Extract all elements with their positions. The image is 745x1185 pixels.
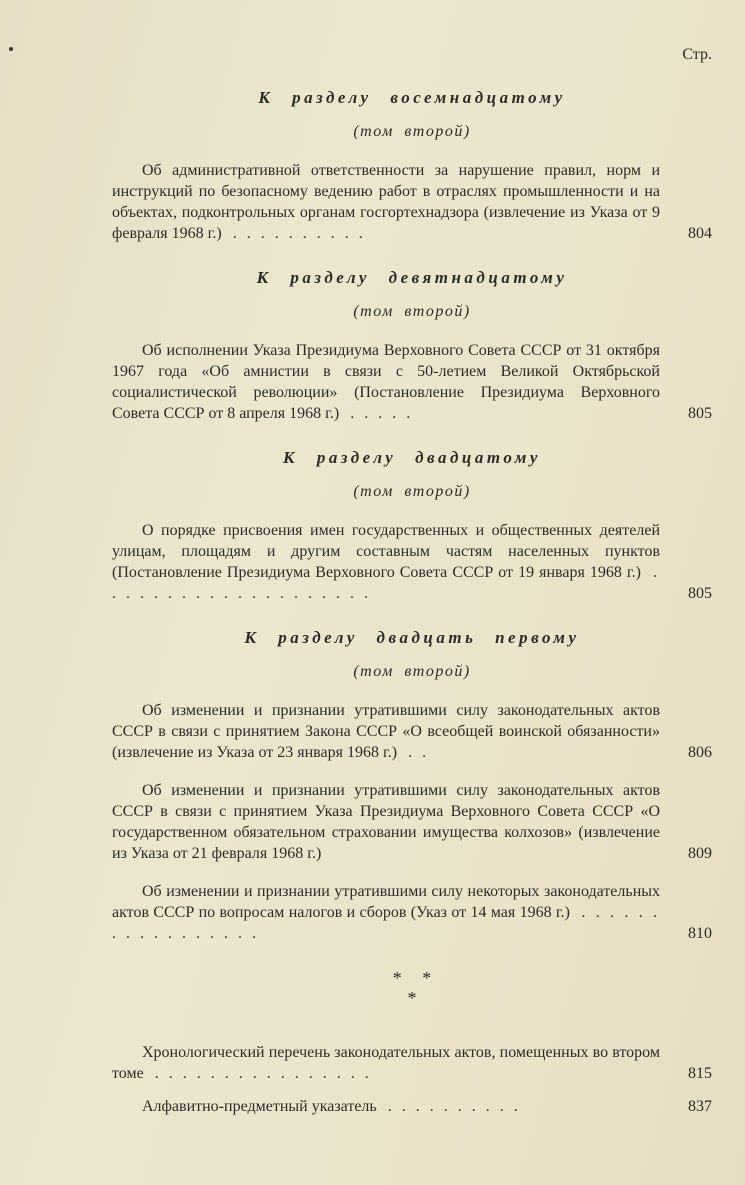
- scan-artifact: [9, 47, 13, 51]
- section-subtitle: (том второй): [353, 303, 471, 320]
- star-divider-bottom: *: [407, 988, 417, 1008]
- section-heading: К разделу восемнадцатому: [258, 88, 566, 107]
- section-subtitle: (том второй): [353, 663, 471, 680]
- toc-entry: [112, 1096, 712, 1117]
- entry-text: Об административной ответственности за нарушение правил, норм и инструкций по безопасному ведению работ в отраслях промышленности и на объектах, подконтрольных органам госгортехнадзора (извлечение из Указа от 9 февраля 1968 г.): [112, 162, 660, 242]
- toc-entry: [112, 1042, 712, 1084]
- star-divider: [112, 968, 712, 1008]
- entry-text: Об изменении и признании утратившими силу законодательных актов СССР в связи с принятием Указа Президиума Верховного Совета СССР «О государственном обязательном страховании имущества колхозов» (извлечение из Указа от 21 февраля 1968 г.): [112, 782, 660, 862]
- toc-entry: [112, 780, 712, 864]
- toc-entry: [112, 160, 712, 244]
- entry-text: Об исполнении Указа Президиума Верховного Совета СССР от 31 октября 1967 года «Об амнистии в связи с 50-летием Великой Октябрьской социалистической революции» (Постановление Президиума Верховного Совета СССР от 8 апреля 1968 г.): [112, 342, 660, 422]
- entry-page-number: 805: [688, 585, 712, 602]
- entry-text: О порядке присвоения имен государственных и общественных деятелей улицам, площадям и другим составным частям населенных пунктов (Постановление Президиума Верховного Совета СССР от 19 января 1968 г.): [112, 522, 660, 581]
- dot-leader: . . . . . . . . . . . . . . . . .: [112, 904, 661, 942]
- section-heading: К разделу двадцать первому: [244, 628, 580, 647]
- dot-leader: . . . . .: [350, 405, 414, 422]
- section-heading: К разделу двадцатому: [283, 448, 541, 467]
- toc-entry: [112, 700, 712, 763]
- entry-page-number: 806: [688, 744, 712, 761]
- section-subtitle: (том второй): [353, 123, 471, 140]
- star-divider-top: * *: [392, 968, 432, 988]
- entry-page-number: 837: [688, 1098, 712, 1115]
- toc-entry: [112, 520, 712, 604]
- dot-leader: . . . . . . . . . .: [387, 1098, 521, 1115]
- dot-leader: . . . . . . . . . . . . . . . . . . . .: [112, 564, 660, 602]
- entry-text: Об изменении и признании утратившими силу некоторых законодательных актов СССР по вопросам налогов и сборов (Указ от 14 мая 1968 г.): [112, 883, 660, 921]
- entry-page-number: 804: [688, 225, 712, 242]
- page-content: [112, 46, 712, 1129]
- dot-leader: . . . . . . . . . .: [232, 225, 366, 242]
- section-subtitle: (том второй): [353, 483, 471, 500]
- entry-text: Хронологический перечень законодательных актов, помещенных во втором томе: [112, 1044, 660, 1082]
- entry-page-number: 815: [688, 1065, 712, 1082]
- dot-leader: . .: [408, 744, 430, 761]
- toc-entry: [112, 340, 712, 424]
- section-heading: К разделу девятнадцатому: [256, 268, 568, 287]
- entry-text: Об изменении и признании утратившими силу законодательных актов СССР в связи с принятием Закона СССР «О всеобщей воинской обязанности» (извлечение из Указа от 23 января 1968 г.): [112, 702, 660, 761]
- entry-text: Алфавитно-предметный указатель: [142, 1098, 377, 1115]
- closing-entries: [112, 1042, 712, 1117]
- dot-leader: . . . . . . . . . . . . . . . .: [154, 1065, 372, 1082]
- page-column-label: Стр.: [682, 46, 712, 63]
- entry-page-number: 809: [688, 845, 712, 862]
- entry-page-number: 810: [688, 925, 712, 942]
- toc-entry: [112, 881, 712, 944]
- entry-page-number: 805: [688, 405, 712, 422]
